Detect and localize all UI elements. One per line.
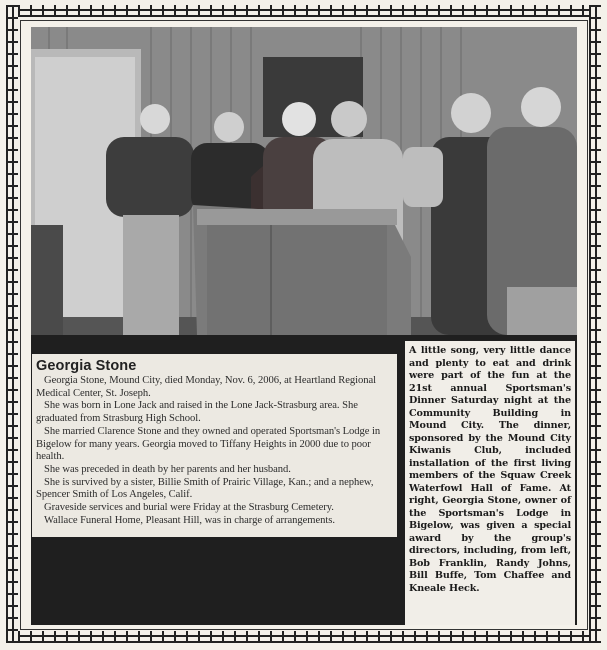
- obituary-clipping: [32, 354, 397, 537]
- obituary-paragraph: Georgia Stone, Mound City, died Monday, Nov. 6, 2006, at Heartland Regional Medical Center, St. Joseph.: [36, 375, 377, 399]
- photo-caption-clipping: [405, 341, 575, 625]
- greek-key-border-right: [589, 5, 601, 643]
- photo-caption-text: A little song, very little dance and plenty to eat and drink were part of the fun at the 21st annual Sportsman's Dinner Saturday night at the Community Building in Mound City. The dinner, sponsored by the Mound City Kiwanis Club, included installation of the first living members of the Squaw Creek Waterfowl Hall of Fame. At right, Georgia Stone, owner of the Sportsman's Lodge in Bigelow, was given a special award by the group's directors, including, from left, Bob Franklin, Randy Johns, Bill Buffe, Tom Chaffee and Kneale Heck.: [409, 345, 571, 594]
- obituary-title: Georgia Stone: [36, 358, 137, 374]
- obituary-paragraph: She was preceded in death by her parents and her husband.: [44, 463, 291, 475]
- greek-key-border-left: [6, 5, 18, 643]
- award-photo: [31, 27, 577, 335]
- obituary-paragraph: She is survived by a sister, Billie Smith of Prairic Village, Kan.; and a nephew, Spencer Smith of Los Angeles, Calif.: [36, 476, 374, 501]
- obituary-paragraph: Wallace Funeral Home, Pleasant Hill, was in charge of arrangements.: [44, 514, 335, 526]
- obituary-paragraph: She married Clarence Stone and they owned and operated Sportsman's Lodge in Bigelow for many years. Georgia moved to Tiffany Heights in 2000 due to poor health.: [36, 425, 381, 463]
- obituary-paragraph: She was born in Lone Jack and raised in the Lone Jack-Strasburg area. She graduated from Strasburg High School.: [36, 400, 358, 425]
- obituary-paragraph: Graveside services and burial were Friday at the Strasburg Cemetery.: [44, 502, 334, 514]
- greek-key-border-bottom: [6, 631, 601, 643]
- greek-key-border-top: [6, 5, 601, 17]
- photo-illustration: [31, 27, 577, 335]
